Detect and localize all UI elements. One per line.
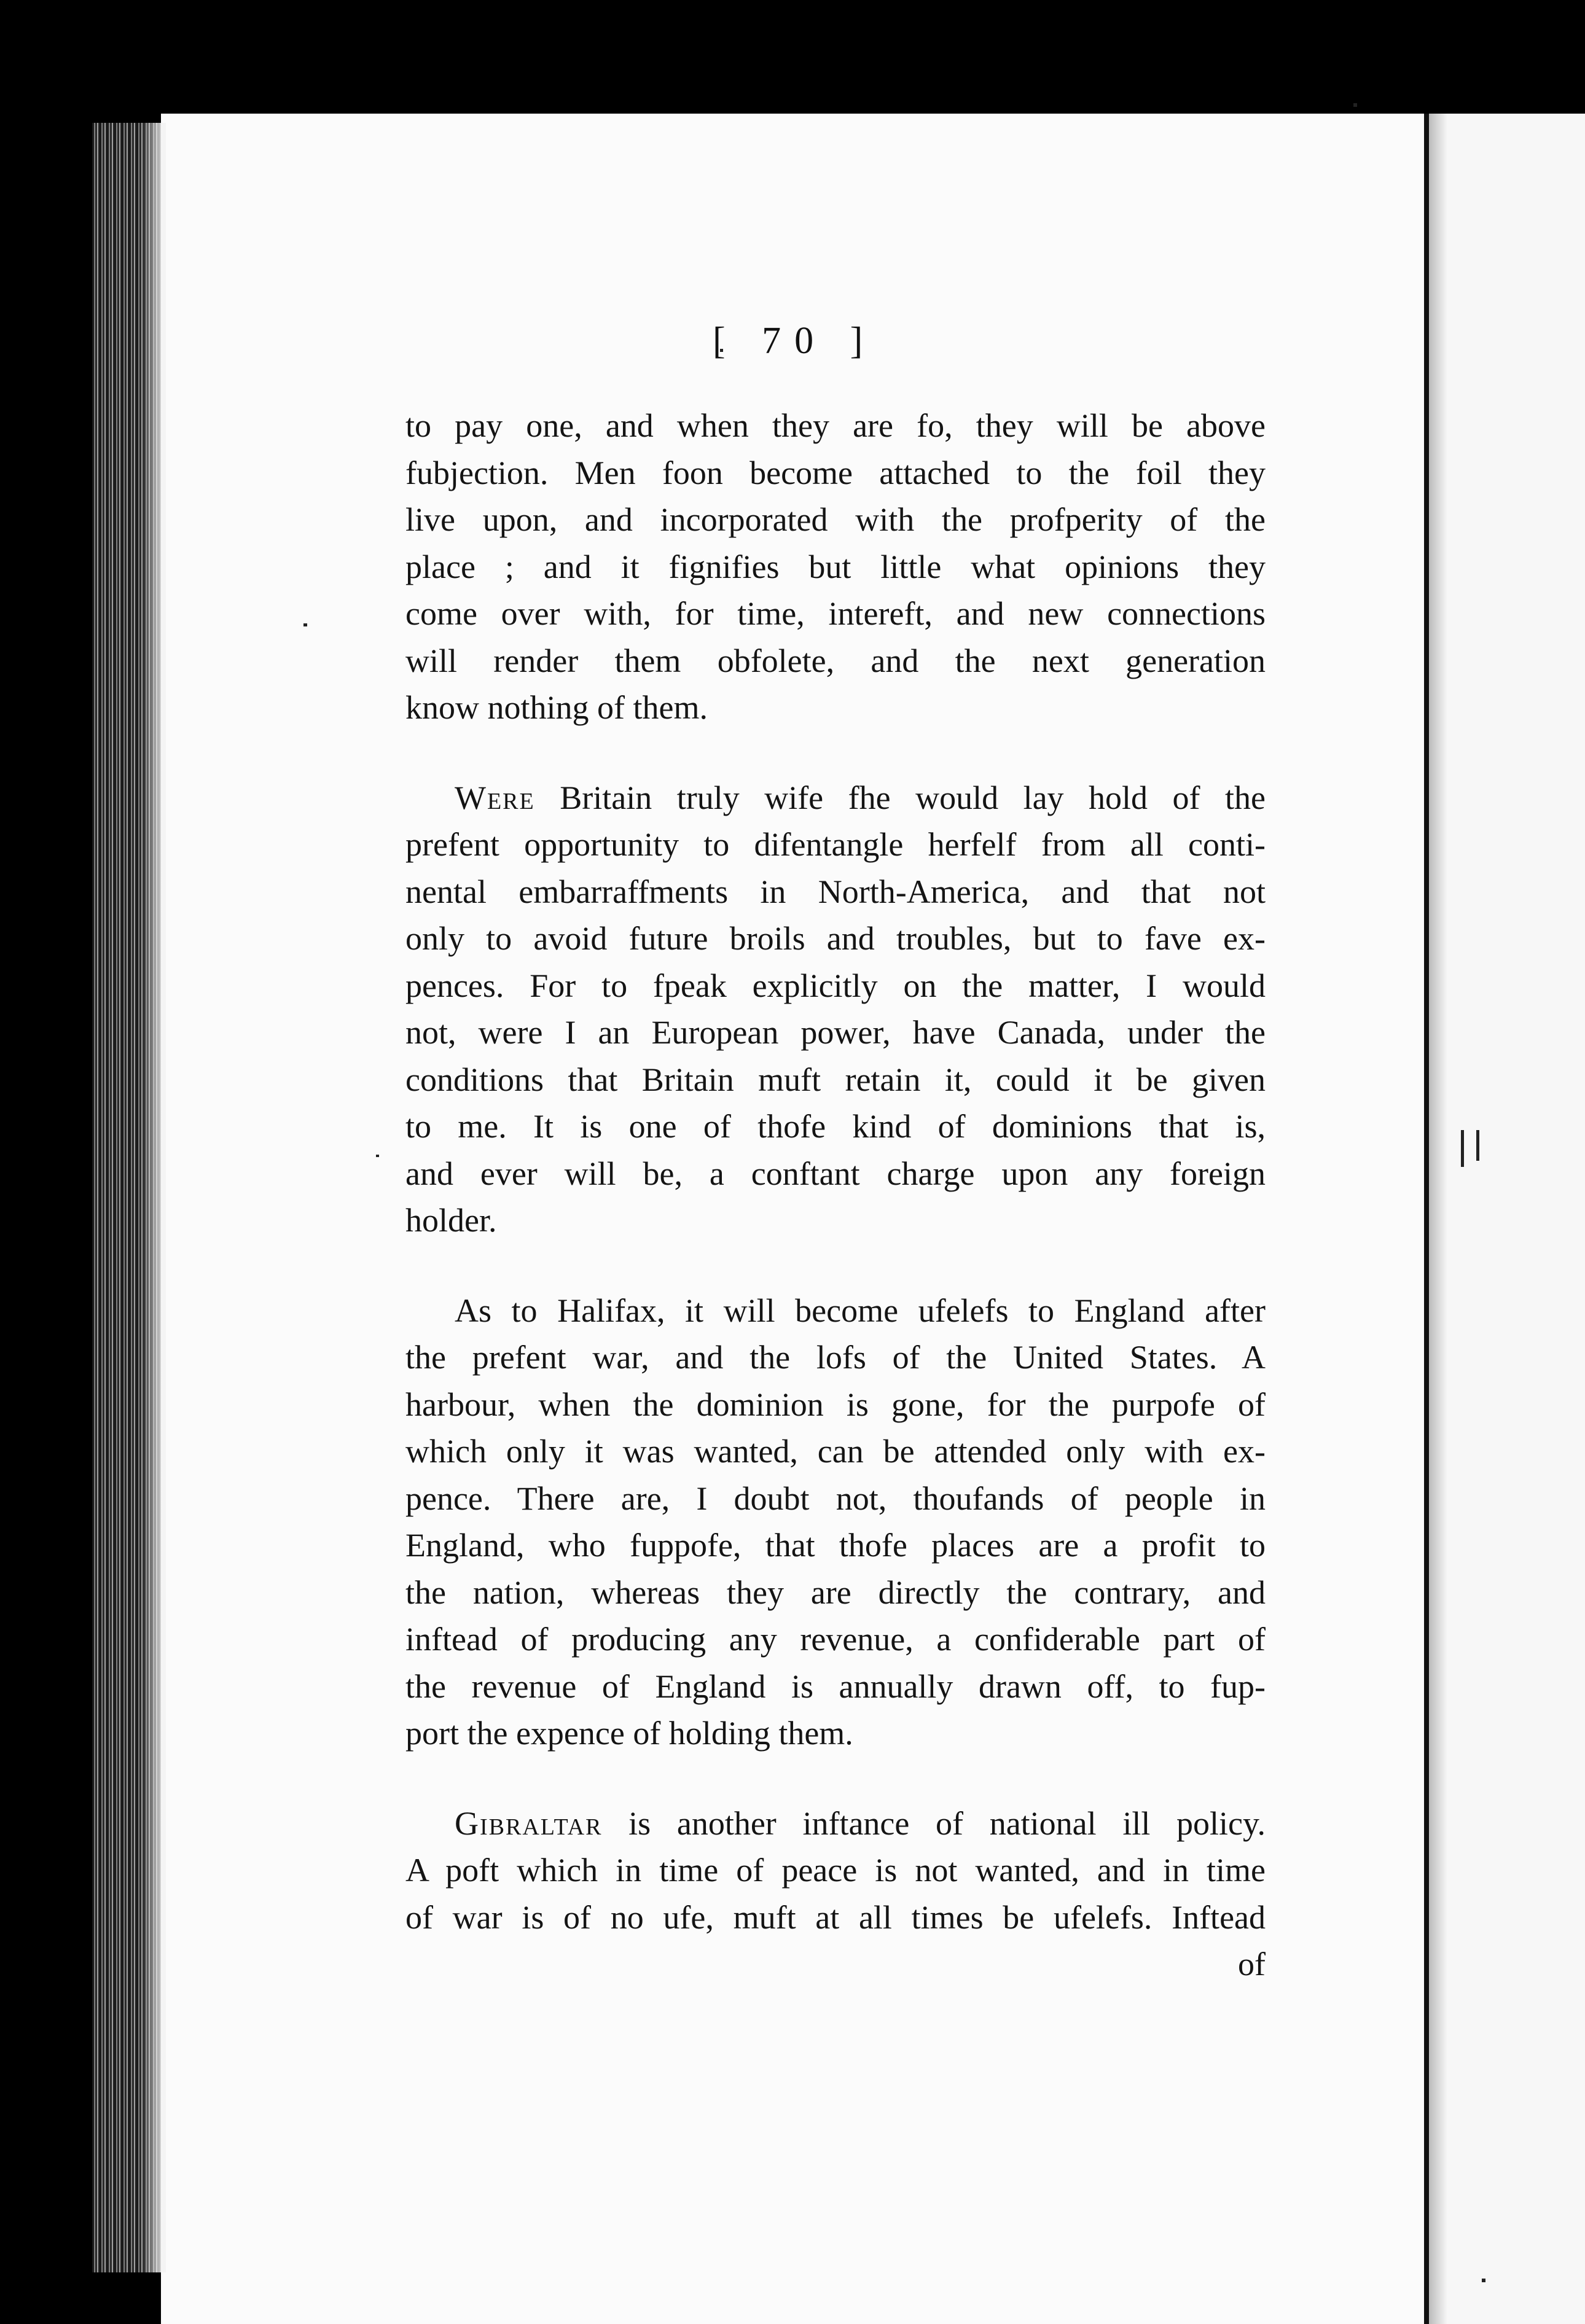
paragraph-3 [405,1287,1266,1757]
text-line: place ; and it fignifies but little what opinions they [405,548,1266,585]
text-line: not, were I an European power, have Canada, under the [405,1014,1266,1051]
catchword: of [1238,1946,1266,1983]
text-line [405,1800,1266,1847]
text-line: the prefent war, and the lofs of the United States. A [405,1339,1266,1376]
text-line: nental embarraffments in North-America, and that not [405,873,1266,910]
adjacent-page-shadow [1429,114,1447,2324]
text-line: holder. [405,1202,497,1239]
paragraph-4 [405,1800,1266,1988]
text-line: As to Halifax, it will become ufelefs to England after [455,1292,1266,1329]
page-header: [ 70 ] [713,320,877,362]
text-line: come over with, for time, intereft, and new connections [405,595,1266,632]
speck-mark [1476,1130,1479,1161]
text-line: of war is of no ufe, muft at all times be ufelefs. Inftead [405,1898,1266,1936]
speck-mark [376,1155,379,1157]
text-line: the nation, whereas they are directly the contrary, and [405,1573,1266,1611]
text-line-rest: is another inftance of national ill policy. [602,1804,1266,1842]
speck-mark [1353,103,1357,107]
text-line: know nothing of them. [405,689,708,726]
speck-mark [1461,1130,1464,1167]
text-line [405,774,1266,822]
paragraph-2 [405,774,1266,1244]
binding-line [1424,114,1429,2324]
text-line: live upon, and incorporated with the profperity of the [405,501,1266,538]
text-line: and ever will be, a conftant charge upon any foreign [405,1155,1266,1192]
text-line: port the expence of holding them. [405,1715,853,1752]
text-line: England, who fuppofe, that thofe places are a profit to [405,1527,1266,1564]
adjacent-page-edge [1429,114,1585,2324]
text-line: fubjection. Men foon become attached to the foil they [405,454,1266,491]
text-line: will render them obfolete, and the next generation [405,642,1266,679]
small-caps-lead: Were [455,779,535,816]
text-line: to pay one, and when they are fo, they will be above [405,407,1266,444]
scanner-background-top [0,0,1585,114]
text-line: pence. There are, I doubt not, thoufands of people in [405,1480,1266,1517]
text-line: A poft which in time of peace is not wanted, and in time [405,1852,1266,1889]
speck-mark [303,623,307,626]
body-text [405,402,1266,1988]
text-line: inftead of producing any revenue, a confiderable part of [405,1621,1266,1658]
text-line: which only it was wanted, can be attended only with ex- [405,1433,1266,1470]
paragraph-1 [405,402,1266,731]
text-line: only to avoid future broils and troubles, but to fave ex- [405,920,1266,957]
speck-mark [1482,2279,1485,2282]
gutter-shadow [141,123,166,2272]
scanner-background-left [0,0,92,2324]
text-line: the revenue of England is annually drawn off, to fup- [405,1667,1266,1705]
text-line: conditions that Britain muft retain it, could it be given [405,1061,1266,1098]
small-caps-lead: Gibraltar [455,1804,603,1842]
text-line: prefent opportunity to difentangle herfelf from all conti- [405,826,1266,863]
text-line: harbour, when the dominion is gone, for the purpofe of [405,1386,1266,1423]
text-line: pences. For to fpeak explicitly on the matter, I would [405,967,1266,1004]
text-line: to me. It is one of thofe kind of dominions that is, [405,1108,1266,1145]
text-line-rest: Britain truly wife fhe would lay hold of the [534,779,1266,816]
